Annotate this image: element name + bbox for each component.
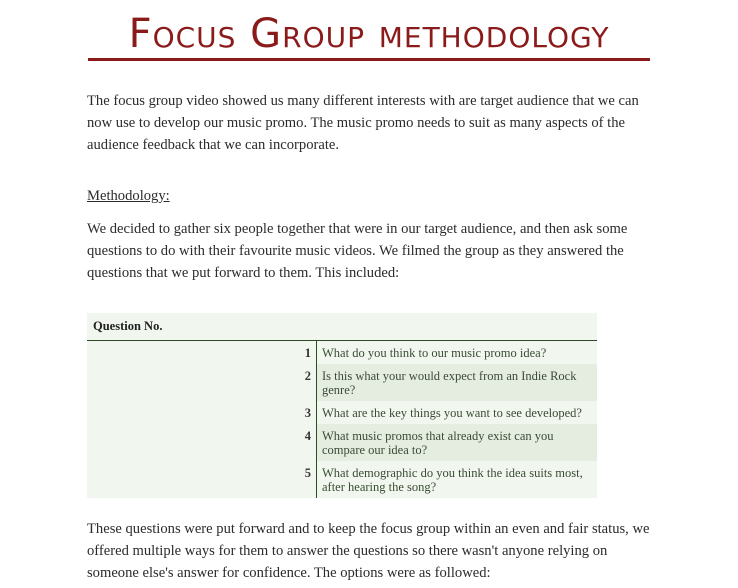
table-header: Question No. [87, 313, 597, 341]
intro-paragraph: The focus group video showed us many different interests with are target audience that we can now use to develop our music promo. The music promo needs to suit as many aspects of the audience feedback that we can incorporate. [87, 93, 639, 153]
table-row [87, 424, 597, 461]
question-text: Is this what your would expect from an Indie Rock genre? [317, 364, 598, 401]
question-number: 3 [87, 401, 317, 424]
closing-paragraph: These questions were put forward and to keep the focus group within an even and fair status, we offered multiple ways for them to answer the questions so there wasn't anyone relying on someone else's answer for confidence. The options were as followed: [87, 521, 650, 581]
methodology-paragraph: We decided to gather six people together that were in our target audience, and then ask some questions to do with their favourite music videos. We filmed the group as they answered the questions that we put forward to them. This included: [87, 221, 628, 281]
question-number: 1 [87, 341, 317, 365]
table-row [87, 364, 597, 401]
question-text: What are the key things you want to see developed? [322, 406, 582, 420]
page-title: Focus Group methodology [88, 12, 650, 61]
question-number: 5 [87, 461, 317, 498]
table-row [87, 461, 597, 498]
question-number: 4 [87, 424, 317, 461]
table-row [87, 401, 597, 424]
question-text: What do you think to our music promo idea? [322, 346, 547, 360]
table-row [87, 341, 597, 365]
questions-table [87, 313, 597, 498]
methodology-heading: Methodology: [87, 188, 170, 204]
question-text: What music promos that already exist can you compare our idea to? [317, 424, 598, 461]
question-number: 2 [87, 364, 317, 401]
question-text: What demographic do you think the idea suits most, after hearing the song? [322, 466, 583, 494]
